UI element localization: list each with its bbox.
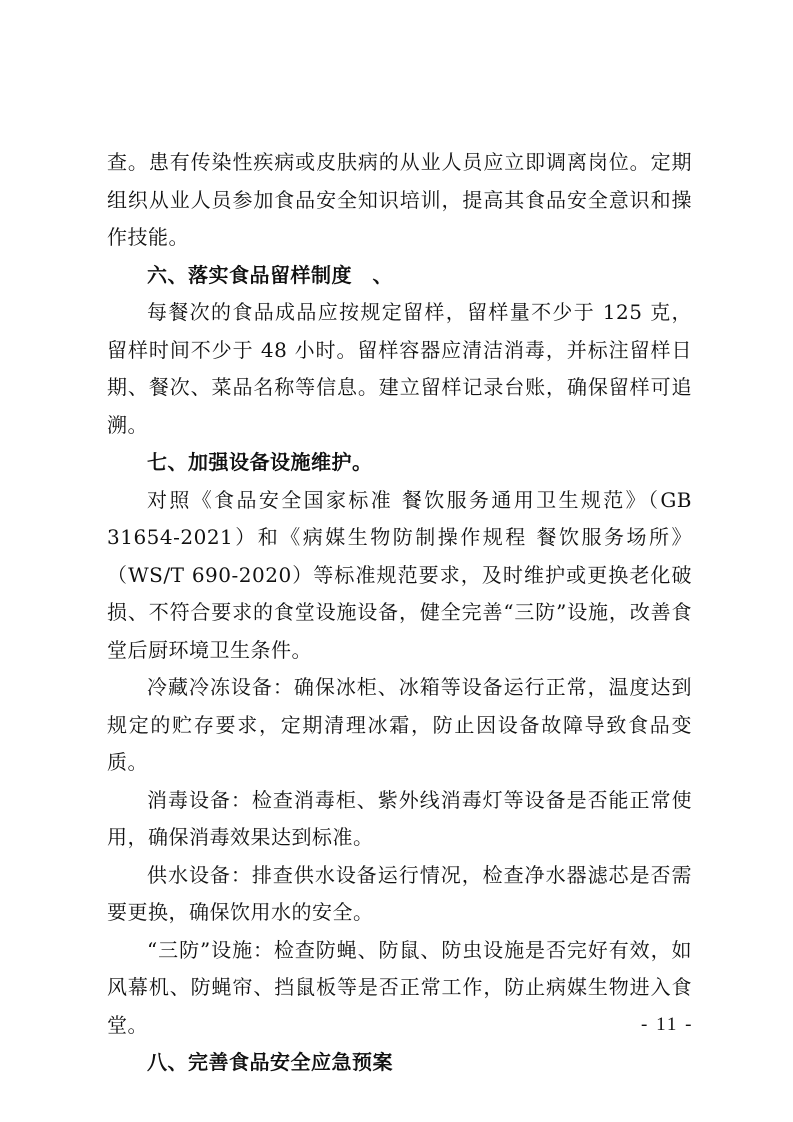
heading-sample-retention: 六、落实食品留样制度 、 [147, 262, 393, 287]
paragraph-water-supply: 供水设备：排查供水设备运行情况，检查净水器滤芯是否需要更换，确保饮用水的安全。 [107, 862, 692, 924]
paragraph-refrigeration: 冷藏冷冻设备：确保冰柜、冰箱等设备运行正常，温度达到规定的贮存要求，定期清理冰霜，防止因设备故障导致食品变质。 [107, 675, 692, 774]
paragraph-sample-retention: 每餐次的食品成品应按规定留样，留样量不少于 125 克，留样时间不少于 48 小时。留样容器应清洁消毒，并标注留样日期、餐次、菜品名称等信息。建立留样记录台账，确保留样可追溯。 [107, 300, 692, 437]
heading-emergency-plan: 八、完善食品安全应急预案 [147, 1050, 393, 1074]
heading-equipment-maintenance: 七、加强设备设施维护。 [147, 450, 373, 474]
paragraph-disinfection: 消毒设备：检查消毒柜、紫外线消毒灯等设备是否能正常使用，确保消毒效果达到标准。 [107, 787, 692, 849]
document-body [107, 144, 692, 1082]
page-number: - 11 - [641, 1014, 694, 1035]
paragraph-three-prevention: “三防”设施：检查防蝇、防鼠、防虫设施是否完好有效，如风幕机、防蝇帘、挡鼠板等是否正常工作，防止病媒生物进入食堂。 [107, 937, 692, 1037]
paragraph-standards: 对照《食品安全国家标准 餐饮服务通用卫生规范》（GB 31654-2021）和《病媒生物防制操作规程 餐饮服务场所》（WS/T 690-2020）等标准规范要求，及时维护或更换老化破损、不符合要求的食堂设施设备，健全完善“三防”设施，改善食堂后厨环境卫生条件。 [107, 487, 692, 662]
paragraph-staff-health: 查。患有传染性疾病或皮肤病的从业人员应立即调离岗位。定期组织从业人员参加食品安全知识培训，提高其食品安全意识和操作技能。 [107, 150, 692, 249]
